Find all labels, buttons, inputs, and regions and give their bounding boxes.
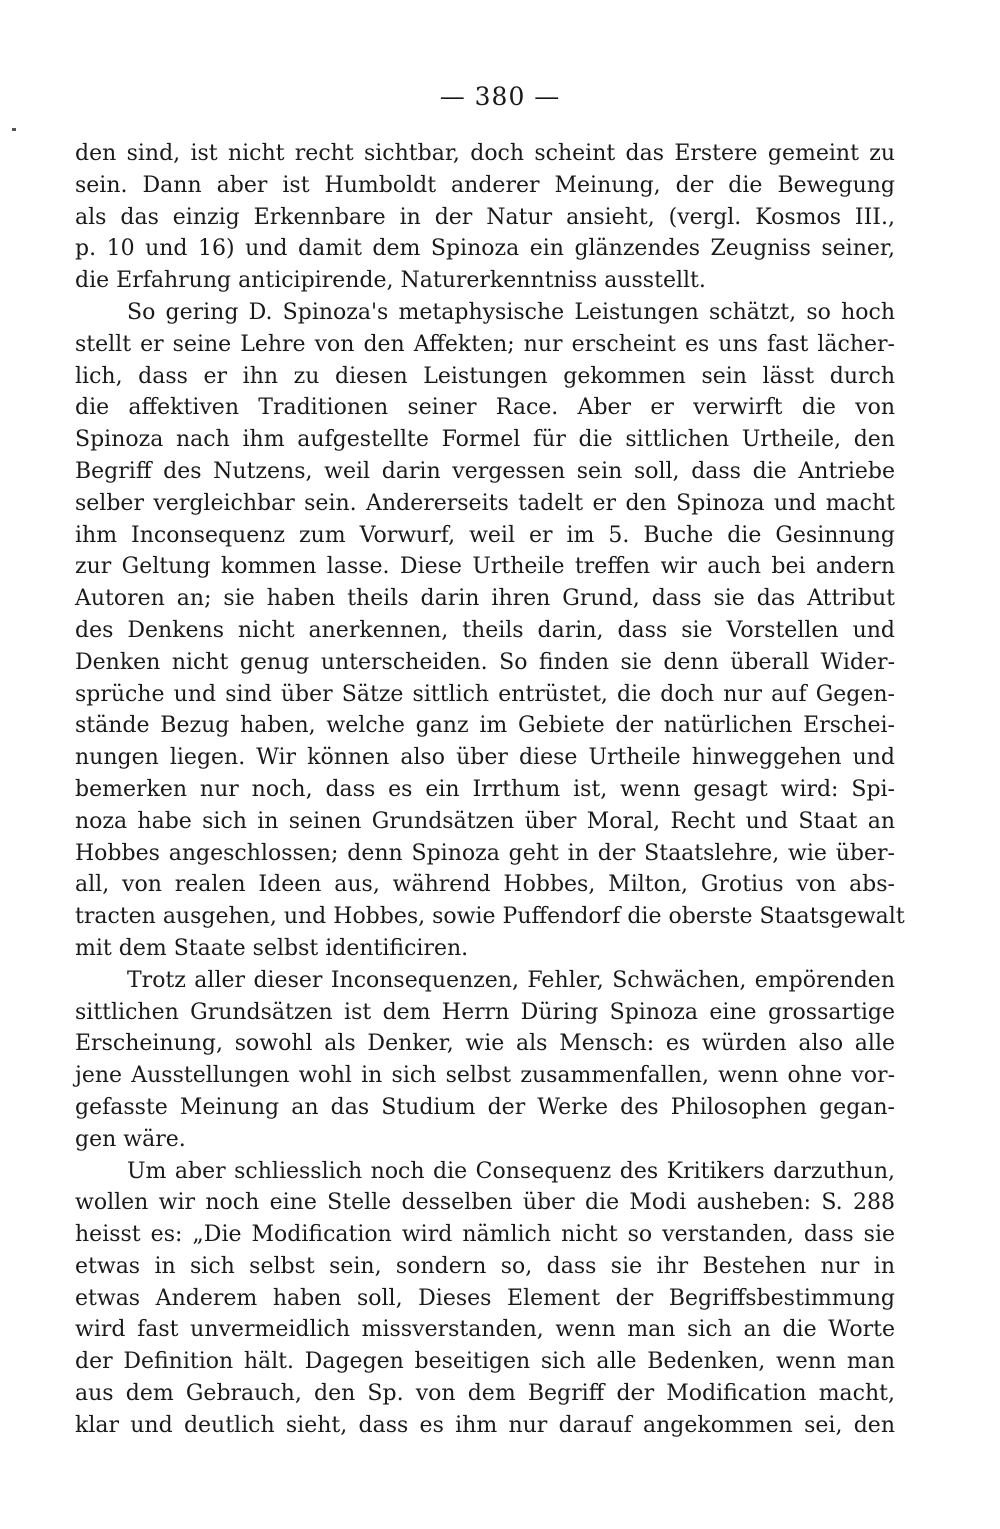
text-line: stellt er seine Lehre von den Affekten; nur erscheint es uns fast lächer- xyxy=(75,331,895,357)
text-line: Hobbes angeschlossen; denn Spinoza geht in der Staatslehre, wie über- xyxy=(75,840,895,866)
text-line: etwas Anderem haben soll, Dieses Element der Begriffsbestimmung xyxy=(75,1285,895,1311)
text-line: heisst es: „Die Modification wird nämlich nicht so verstanden, dass sie xyxy=(75,1222,895,1248)
page-number: — 380 — xyxy=(439,82,561,111)
body-text xyxy=(75,138,905,1442)
text-line: mit dem Staate selbst identificiren. xyxy=(75,935,469,961)
text-line: Erscheinung, sowohl als Denker, wie als Mensch: es würden also alle xyxy=(75,1031,895,1057)
paragraph-start-line: Um aber schliesslich noch die Consequenz des Kritikers darzuthun, xyxy=(127,1158,895,1184)
text-line: klar und deutlich sieht, dass es ihm nur darauf angekommen sei, den xyxy=(75,1412,895,1438)
text-line: gen wäre. xyxy=(75,1126,186,1152)
text-line: den sind, ist nicht recht sichtbar, doch scheint das Erstere gemeint zu xyxy=(75,141,895,166)
text-line: ihm Inconsequenz zum Vorwurf, weil er im 5. Buche die Gesinnung xyxy=(75,522,895,548)
paragraph-start-line: So gering D. Spinoza's metaphysische Leistungen schätzt, so hoch xyxy=(127,299,895,325)
text-line: wollen wir noch eine Stelle desselben über die Modi ausheben: S. 288 xyxy=(75,1190,895,1216)
text-line: noza habe sich in seinen Grundsätzen über Moral, Recht und Staat an xyxy=(75,808,895,834)
text-line: gefasste Meinung an das Studium der Werke des Philosophen gegan- xyxy=(75,1094,895,1120)
text-line: sein. Dann aber ist Humboldt anderer Meinung, der die Bewegung xyxy=(75,172,895,198)
text-line: des Denkens nicht anerkennen, theils darin, dass sie Vorstellen und xyxy=(75,617,895,643)
text-line: nungen liegen. Wir können also über diese Urtheile hinweggehen und xyxy=(75,745,895,771)
text-line: all, von realen Ideen aus, während Hobbes, Milton, Grotius von abs- xyxy=(75,872,895,898)
text-line: etwas in sich selbst sein, sondern so, dass sie ihr Bestehen nur in xyxy=(75,1253,895,1279)
text-line: p. 10 und 16) und damit dem Spinoza ein glänzendes Zeugniss seiner, xyxy=(75,236,895,262)
text-line: tracten ausgehen, und Hobbes, sowie Puffendorf die oberste Staatsgewalt xyxy=(75,904,905,930)
text-line: jene Ausstellungen wohl in sich selbst zusammenfallen, wenn ohne vor- xyxy=(75,1063,895,1089)
text-line: stände Bezug haben, welche ganz im Gebiete der natürlichen Erschei- xyxy=(75,713,895,739)
margin-mark xyxy=(12,128,16,131)
text-line: wird fast unvermeidlich missverstanden, wenn man sich an die Worte xyxy=(75,1317,895,1343)
text-line: lich, dass er ihn zu diesen Leistungen gekommen sein lässt durch xyxy=(75,363,895,389)
text-line: der Definition hält. Dagegen beseitigen sich alle Bedenken, wenn man xyxy=(75,1349,895,1375)
paragraph-start-line: Trotz aller dieser Inconsequenzen, Fehler, Schwächen, empörenden xyxy=(127,967,895,993)
text-line: bemerken nur noch, dass es ein Irrthum ist, wenn gesagt wird: Spi- xyxy=(75,776,895,802)
text-line: zur Geltung kommen lasse. Diese Urtheile treffen wir auch bei andern xyxy=(75,554,895,580)
text-line: aus dem Gebrauch, den Sp. von dem Begriff der Modification macht, xyxy=(75,1381,895,1407)
text-line: Begriff des Nutzens, weil darin vergessen sein soll, dass die Antriebe xyxy=(75,458,895,484)
text-line: Spinoza nach ihm aufgestellte Formel für die sittlichen Urtheile, den xyxy=(75,427,895,453)
text-line: die Erfahrung anticipirende, Naturerkenntniss ausstellt. xyxy=(75,268,706,294)
text-line: selber vergleichbar sein. Andererseits tadelt er den Spinoza und macht xyxy=(75,490,895,516)
text-line: als das einzig Erkennbare in der Natur ansieht, (vergl. Kosmos III., xyxy=(75,204,895,230)
text-line: Denken nicht genug unterscheiden. So finden sie denn überall Wider- xyxy=(75,649,895,675)
text-line: Autoren an; sie haben theils darin ihren Grund, dass sie das Attribut xyxy=(75,586,895,612)
text-line: die affektiven Traditionen seiner Race. Aber er verwirft die von xyxy=(75,395,895,421)
text-line: sprüche und sind über Sätze sittlich entrüstet, die doch nur auf Gegen- xyxy=(75,681,895,707)
text-line: sittlichen Grundsätzen ist dem Herrn Düring Spinoza eine grossartige xyxy=(75,999,895,1025)
